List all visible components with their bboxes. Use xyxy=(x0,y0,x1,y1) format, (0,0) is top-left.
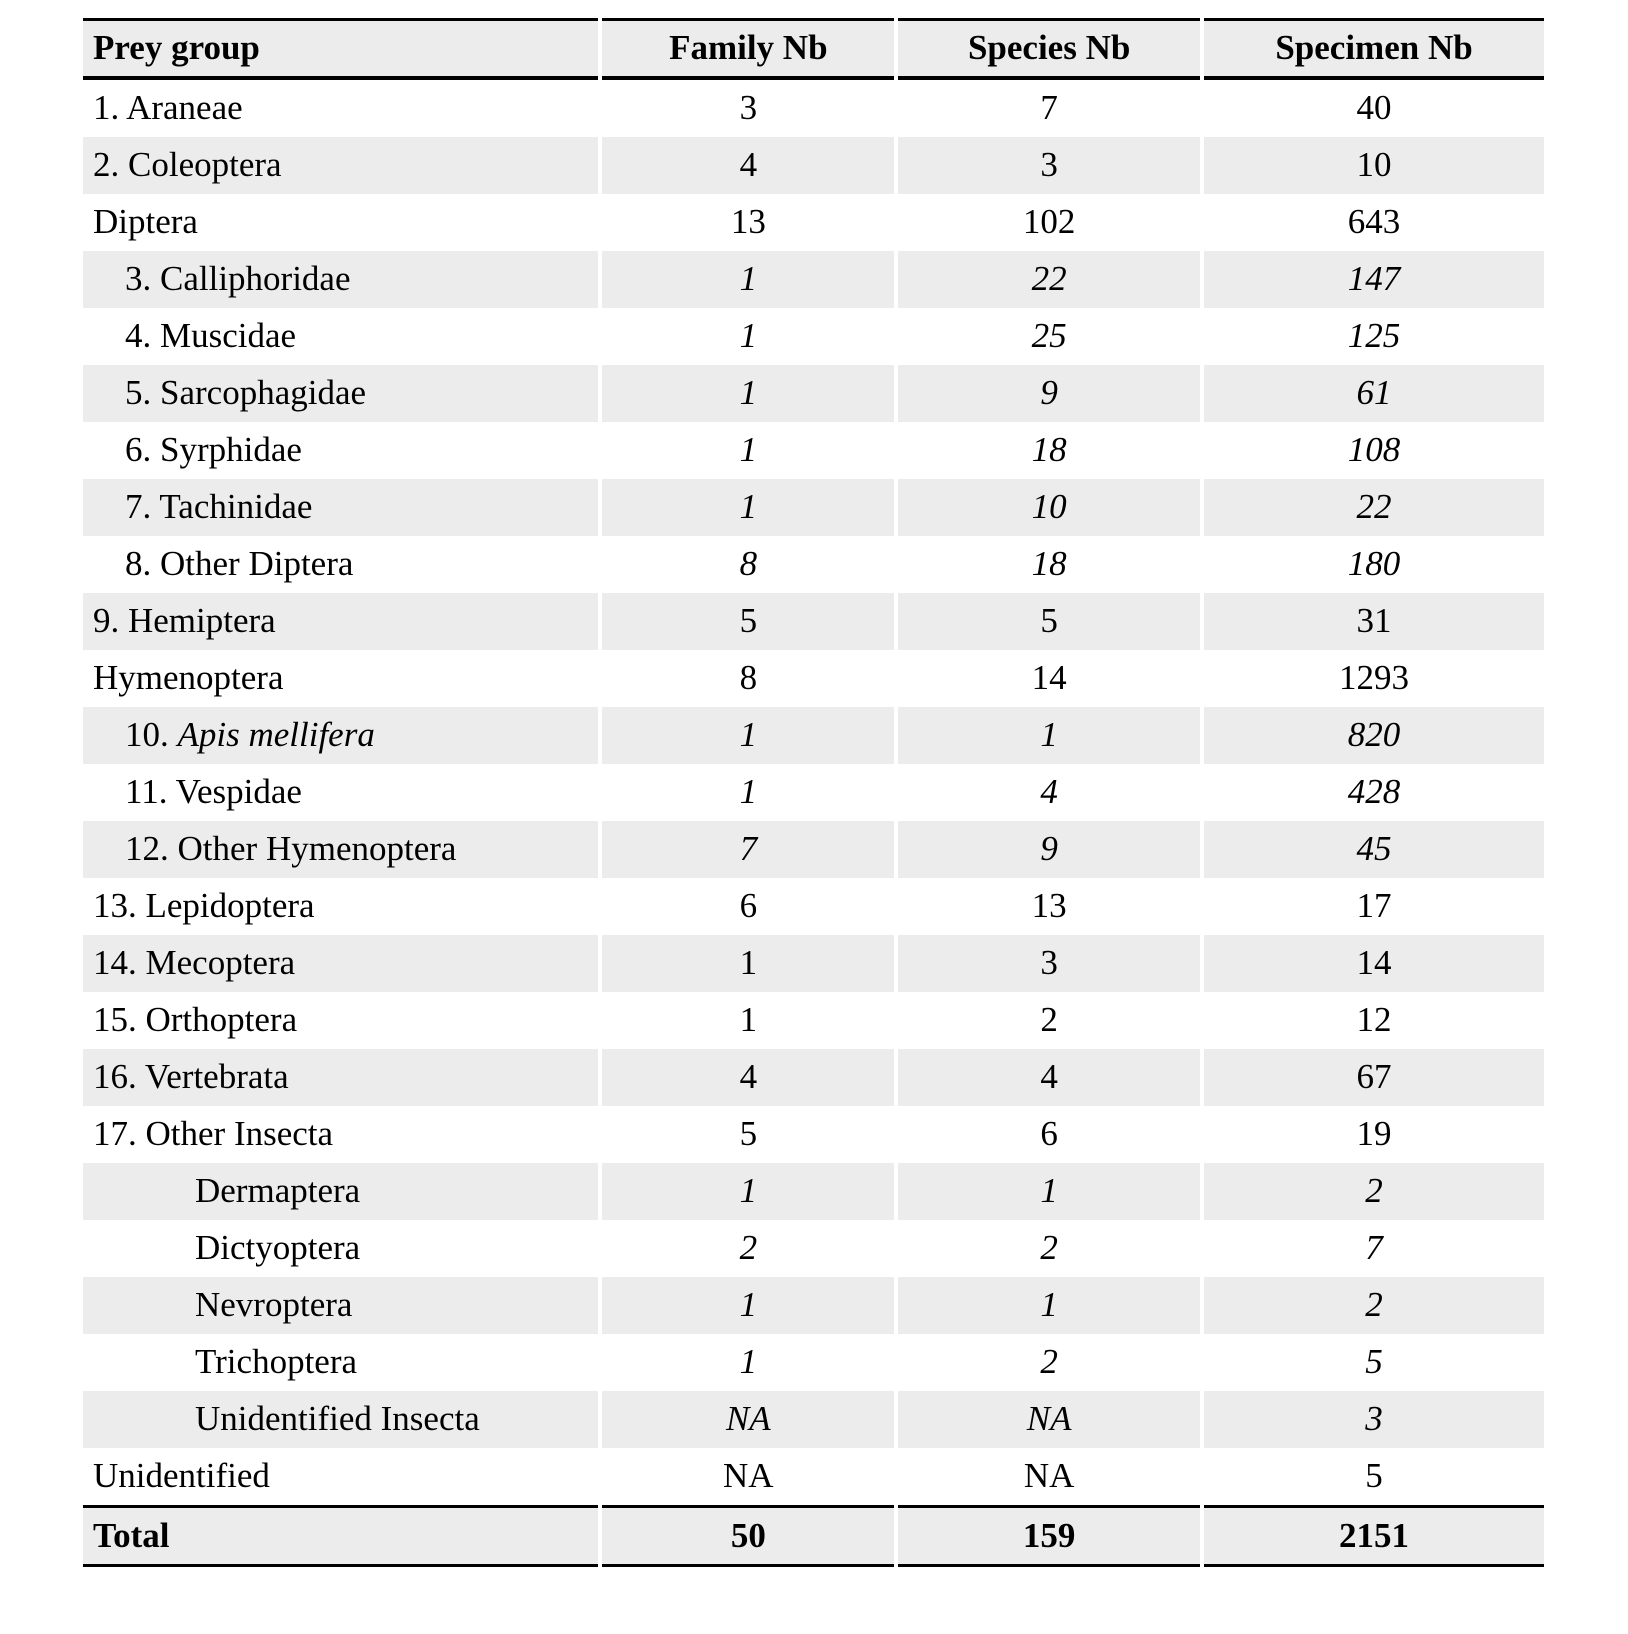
specimen-nb-cell: 12 xyxy=(1204,992,1544,1049)
table-row xyxy=(83,1334,1544,1391)
family-nb-cell: 5 xyxy=(602,1106,894,1163)
table-row xyxy=(83,536,1544,593)
table-row xyxy=(83,422,1544,479)
family-nb-cell: 1 xyxy=(602,935,894,992)
specimen-nb-cell: 125 xyxy=(1204,308,1544,365)
prey-group-label: Trichoptera xyxy=(195,1342,358,1382)
prey-group-label: 6. Syrphidae xyxy=(125,430,302,470)
specimen-nb-cell: 2 xyxy=(1204,1277,1544,1334)
family-nb-cell: 1 xyxy=(602,1277,894,1334)
prey-table-container xyxy=(79,18,1548,1567)
table-row xyxy=(83,764,1544,821)
prey-group-label: 11. Vespidae xyxy=(125,772,302,812)
species-nb-cell: 4 xyxy=(898,764,1200,821)
family-nb-cell: 4 xyxy=(602,137,894,194)
header-row xyxy=(83,18,1544,80)
species-nb-cell: 4 xyxy=(898,1049,1200,1106)
family-nb-cell: 1 xyxy=(602,764,894,821)
species-nb-cell: NA xyxy=(898,1391,1200,1448)
specimen-nb-cell: 5 xyxy=(1204,1448,1544,1505)
family-nb-cell: 3 xyxy=(602,80,894,137)
family-nb-cell: 1 xyxy=(602,308,894,365)
family-nb-cell: 6 xyxy=(602,878,894,935)
total-family-nb-cell: 50 xyxy=(602,1505,894,1567)
specimen-nb-cell: 147 xyxy=(1204,251,1544,308)
family-nb-cell: 1 xyxy=(602,251,894,308)
prey-group-label: 1. Araneae xyxy=(93,88,243,128)
total-row xyxy=(83,1505,1544,1567)
table-row xyxy=(83,593,1544,650)
total-label-cell: Total xyxy=(83,1505,598,1567)
species-nb-cell: 18 xyxy=(898,536,1200,593)
specimen-nb-cell: 5 xyxy=(1204,1334,1544,1391)
prey-group-cell xyxy=(83,821,598,878)
table-header xyxy=(83,18,1544,80)
specimen-nb-cell: 10 xyxy=(1204,137,1544,194)
table-body xyxy=(83,80,1544,1505)
column-header-prey-group: Prey group xyxy=(83,18,598,80)
prey-group-cell xyxy=(83,194,598,251)
species-nb-cell: 5 xyxy=(898,593,1200,650)
species-nb-cell: 14 xyxy=(898,650,1200,707)
specimen-nb-cell: 31 xyxy=(1204,593,1544,650)
species-nb-cell: 22 xyxy=(898,251,1200,308)
species-nb-cell: 6 xyxy=(898,1106,1200,1163)
specimen-nb-cell: 22 xyxy=(1204,479,1544,536)
table-row xyxy=(83,992,1544,1049)
species-nb-cell: 7 xyxy=(898,80,1200,137)
specimen-nb-cell: 180 xyxy=(1204,536,1544,593)
prey-group-cell xyxy=(83,650,598,707)
prey-group-label: 16. Vertebrata xyxy=(93,1057,289,1097)
species-nb-cell: 102 xyxy=(898,194,1200,251)
specimen-nb-cell: 428 xyxy=(1204,764,1544,821)
prey-group-label: Hymenoptera xyxy=(93,658,284,698)
table-row xyxy=(83,137,1544,194)
table-row xyxy=(83,1391,1544,1448)
species-nb-cell: 13 xyxy=(898,878,1200,935)
prey-group-label: 4. Muscidae xyxy=(125,316,297,356)
prey-group-cell xyxy=(83,1049,598,1106)
family-nb-cell: 1 xyxy=(602,422,894,479)
prey-group-label: 3. Calliphoridae xyxy=(125,259,351,299)
specimen-nb-cell: 643 xyxy=(1204,194,1544,251)
total-species-nb-cell: 159 xyxy=(898,1505,1200,1567)
family-nb-cell: 2 xyxy=(602,1220,894,1277)
prey-group-cell xyxy=(83,764,598,821)
specimen-nb-cell: 7 xyxy=(1204,1220,1544,1277)
species-nb-cell: 2 xyxy=(898,1334,1200,1391)
table-row xyxy=(83,650,1544,707)
table-row xyxy=(83,1163,1544,1220)
table-row xyxy=(83,365,1544,422)
species-nb-cell: 1 xyxy=(898,1163,1200,1220)
prey-group-cell xyxy=(83,80,598,137)
prey-group-label: 8. Other Diptera xyxy=(125,544,354,584)
prey-group-cell xyxy=(83,1448,598,1505)
prey-group-cell xyxy=(83,365,598,422)
prey-group-cell xyxy=(83,593,598,650)
prey-group-label: 14. Mecoptera xyxy=(93,943,296,983)
prey-group-cell xyxy=(83,1106,598,1163)
table-row xyxy=(83,707,1544,764)
prey-group-cell xyxy=(83,1220,598,1277)
specimen-nb-cell: 19 xyxy=(1204,1106,1544,1163)
column-header-family-nb: Family Nb xyxy=(602,18,894,80)
species-nb-cell: 10 xyxy=(898,479,1200,536)
prey-group-label-species: Apis mellifera xyxy=(177,715,375,755)
prey-group-label: 5. Sarcophagidae xyxy=(125,373,367,413)
table-row xyxy=(83,935,1544,992)
prey-group-label: 12. Other Hymenoptera xyxy=(125,829,457,869)
specimen-nb-cell: 14 xyxy=(1204,935,1544,992)
specimen-nb-cell: 2 xyxy=(1204,1163,1544,1220)
prey-group-label: 10. xyxy=(125,715,178,755)
species-nb-cell: 1 xyxy=(898,1277,1200,1334)
table-footer xyxy=(83,1505,1544,1567)
prey-group-label: 2. Coleoptera xyxy=(93,145,282,185)
prey-group-cell xyxy=(83,1391,598,1448)
species-nb-cell: 9 xyxy=(898,821,1200,878)
family-nb-cell: 8 xyxy=(602,650,894,707)
species-nb-cell: 25 xyxy=(898,308,1200,365)
prey-group-label: Diptera xyxy=(93,202,198,242)
prey-group-label: 17. Other Insecta xyxy=(93,1114,334,1154)
family-nb-cell: 4 xyxy=(602,1049,894,1106)
specimen-nb-cell: 40 xyxy=(1204,80,1544,137)
prey-group-cell xyxy=(83,1334,598,1391)
species-nb-cell: 3 xyxy=(898,935,1200,992)
prey-group-label: 15. Orthoptera xyxy=(93,1000,298,1040)
specimen-nb-cell: 820 xyxy=(1204,707,1544,764)
prey-group-label: Nevroptera xyxy=(195,1285,353,1325)
table-row xyxy=(83,821,1544,878)
prey-group-label: Dictyoptera xyxy=(195,1228,361,1268)
prey-group-label: Unidentified Insecta xyxy=(195,1399,480,1439)
prey-group-cell xyxy=(83,878,598,935)
prey-group-label: 9. Hemiptera xyxy=(93,601,276,641)
table-row xyxy=(83,479,1544,536)
prey-table xyxy=(79,18,1548,1567)
specimen-nb-cell: 67 xyxy=(1204,1049,1544,1106)
table-row xyxy=(83,1049,1544,1106)
family-nb-cell: 1 xyxy=(602,1334,894,1391)
family-nb-cell: 8 xyxy=(602,536,894,593)
prey-group-cell xyxy=(83,308,598,365)
table-row xyxy=(83,194,1544,251)
species-nb-cell: 1 xyxy=(898,707,1200,764)
species-nb-cell: 2 xyxy=(898,992,1200,1049)
specimen-nb-cell: 1293 xyxy=(1204,650,1544,707)
specimen-nb-cell: 108 xyxy=(1204,422,1544,479)
family-nb-cell: 1 xyxy=(602,992,894,1049)
prey-group-cell xyxy=(83,1277,598,1334)
family-nb-cell: 1 xyxy=(602,365,894,422)
prey-group-label: 7. Tachinidae xyxy=(125,487,313,527)
prey-group-cell xyxy=(83,479,598,536)
table-row xyxy=(83,251,1544,308)
family-nb-cell: NA xyxy=(602,1391,894,1448)
prey-group-cell xyxy=(83,935,598,992)
prey-group-cell xyxy=(83,251,598,308)
prey-group-cell xyxy=(83,536,598,593)
table-row xyxy=(83,878,1544,935)
prey-group-label: Unidentified xyxy=(93,1456,270,1496)
family-nb-cell: 1 xyxy=(602,479,894,536)
prey-group-cell xyxy=(83,1163,598,1220)
table-row xyxy=(83,308,1544,365)
prey-group-cell xyxy=(83,707,598,764)
specimen-nb-cell: 45 xyxy=(1204,821,1544,878)
prey-group-cell xyxy=(83,422,598,479)
specimen-nb-cell: 3 xyxy=(1204,1391,1544,1448)
table-row xyxy=(83,1277,1544,1334)
table-row xyxy=(83,1220,1544,1277)
species-nb-cell: NA xyxy=(898,1448,1200,1505)
specimen-nb-cell: 61 xyxy=(1204,365,1544,422)
family-nb-cell: 13 xyxy=(602,194,894,251)
prey-group-label: Dermaptera xyxy=(195,1171,361,1211)
table-row xyxy=(83,1106,1544,1163)
table-row xyxy=(83,1448,1544,1505)
species-nb-cell: 18 xyxy=(898,422,1200,479)
prey-group-label: 13. Lepidoptera xyxy=(93,886,315,926)
family-nb-cell: 7 xyxy=(602,821,894,878)
prey-group-cell xyxy=(83,137,598,194)
column-header-specimen-nb: Specimen Nb xyxy=(1204,18,1544,80)
species-nb-cell: 9 xyxy=(898,365,1200,422)
family-nb-cell: 1 xyxy=(602,707,894,764)
table-row xyxy=(83,80,1544,137)
species-nb-cell: 2 xyxy=(898,1220,1200,1277)
specimen-nb-cell: 17 xyxy=(1204,878,1544,935)
family-nb-cell: NA xyxy=(602,1448,894,1505)
species-nb-cell: 3 xyxy=(898,137,1200,194)
family-nb-cell: 5 xyxy=(602,593,894,650)
total-specimen-nb-cell: 2151 xyxy=(1204,1505,1544,1567)
prey-group-cell xyxy=(83,992,598,1049)
family-nb-cell: 1 xyxy=(602,1163,894,1220)
column-header-species-nb: Species Nb xyxy=(898,18,1200,80)
